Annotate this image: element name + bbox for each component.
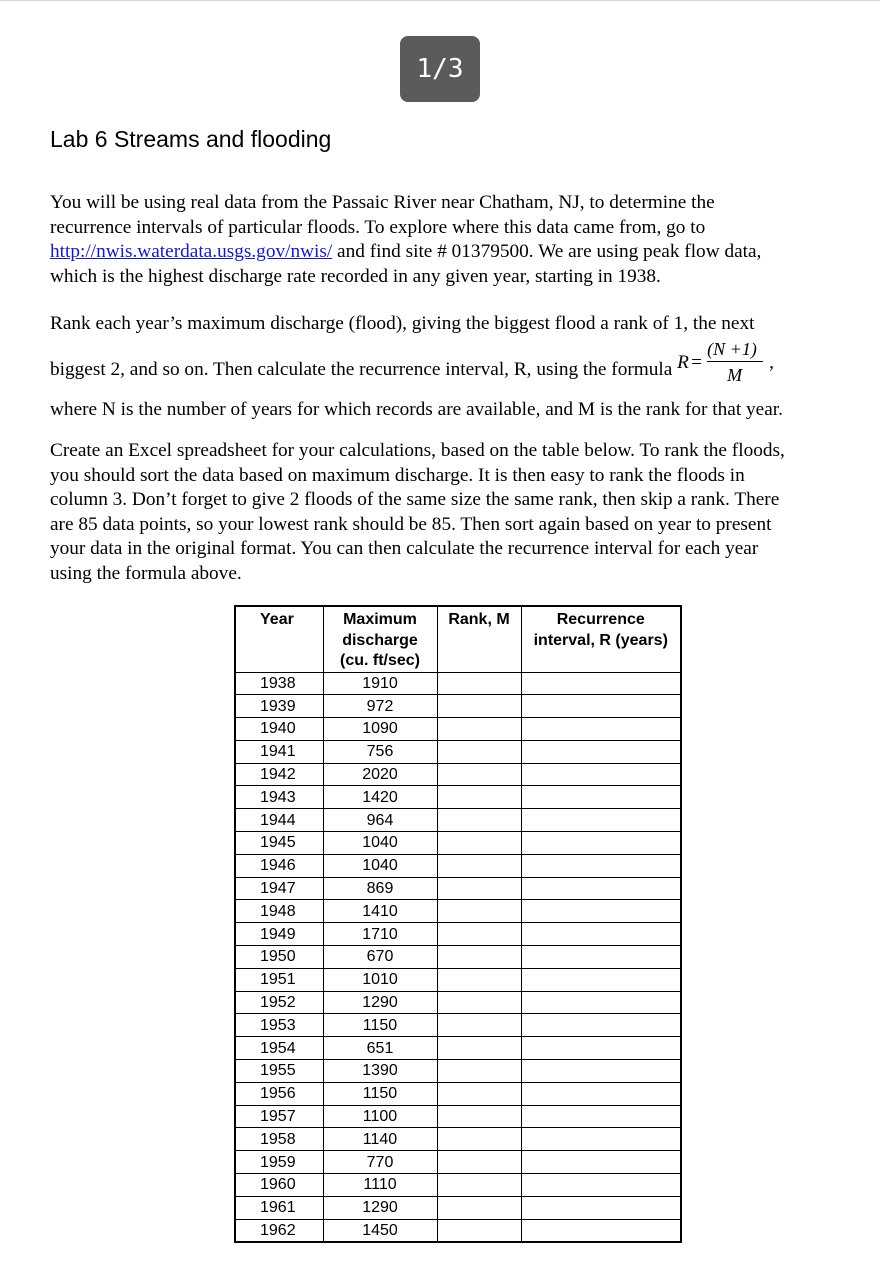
text-line: using the formula above. <box>50 562 242 584</box>
table-row <box>235 1219 681 1242</box>
discharge-cell: 869 <box>323 877 437 900</box>
recurrence-cell <box>521 877 681 900</box>
year-cell: 1960 <box>235 1174 323 1197</box>
discharge-cell: 1290 <box>323 991 437 1014</box>
text-fragment: and find site # 01379500. We are using peak flow data, <box>332 241 762 262</box>
discharge-cell: 756 <box>323 740 437 763</box>
table-row <box>235 1037 681 1060</box>
rank-cell <box>437 1060 521 1083</box>
rank-cell <box>437 832 521 855</box>
rank-cell <box>437 877 521 900</box>
recurrence-cell <box>521 854 681 877</box>
page-number-badge: 1/3 <box>400 36 480 102</box>
table-row <box>235 695 681 718</box>
recurrence-cell <box>521 923 681 946</box>
text-fragment: biggest 2, and so on. Then calculate the recurrence interval, R, using the formula <box>50 358 673 380</box>
discharge-cell: 1090 <box>323 718 437 741</box>
table-row <box>235 900 681 923</box>
recurrence-cell <box>521 1082 681 1105</box>
instructions-paragraph <box>50 439 860 586</box>
year-cell: 1955 <box>235 1060 323 1083</box>
table-header-row <box>235 606 681 672</box>
ranking-paragraph <box>50 312 860 423</box>
year-cell: 1943 <box>235 786 323 809</box>
recurrence-cell <box>521 1105 681 1128</box>
year-cell: 1962 <box>235 1219 323 1242</box>
discharge-cell: 1140 <box>323 1128 437 1151</box>
table-row <box>235 718 681 741</box>
recurrence-cell <box>521 832 681 855</box>
discharge-cell: 1420 <box>323 786 437 809</box>
discharge-cell: 670 <box>323 946 437 969</box>
table-row <box>235 832 681 855</box>
rank-cell <box>437 1219 521 1242</box>
recurrence-cell <box>521 718 681 741</box>
recurrence-cell <box>521 1196 681 1219</box>
discharge-cell: 1150 <box>323 1014 437 1037</box>
header-line: Recurrence <box>556 611 645 628</box>
text-line: recurrence intervals of particular floods. To explore where this data came from, go to <box>50 216 706 238</box>
discharge-cell: 1290 <box>323 1196 437 1219</box>
recurrence-cell <box>521 946 681 969</box>
discharge-cell: 1410 <box>323 900 437 923</box>
recurrence-cell <box>521 1151 681 1174</box>
text-line: where N is the number of years for which records are available, and M is the rank for that year. <box>50 399 783 420</box>
text-line: you should sort the data based on maximum discharge. It is then easy to rank the floods in <box>50 464 745 486</box>
text-line: You will be using real data from the Passaic River near Chatham, NJ, to determine the <box>50 192 715 213</box>
recurrence-cell <box>521 786 681 809</box>
year-cell: 1957 <box>235 1105 323 1128</box>
page-top-border <box>0 0 880 1</box>
header-line: interval, R (years) <box>533 631 668 649</box>
discharge-cell: 1710 <box>323 923 437 946</box>
discharge-cell: 1150 <box>323 1082 437 1105</box>
table-row <box>235 1014 681 1037</box>
rank-cell <box>437 809 521 832</box>
formula-lhs: R <box>677 351 689 373</box>
discharge-table <box>234 605 682 1243</box>
recurrence-cell <box>521 1014 681 1037</box>
text-line: column 3. Don’t forget to give 2 floods of the same size the same rank, then skip a rank. There <box>50 489 780 510</box>
discharge-cell: 770 <box>323 1151 437 1174</box>
discharge-cell: 1910 <box>323 672 437 695</box>
text-line: Rank each year’s maximum discharge (flood), giving the biggest flood a rank of 1, the next <box>50 313 755 334</box>
rank-cell <box>437 672 521 695</box>
discharge-cell: 1450 <box>323 1219 437 1242</box>
year-cell: 1956 <box>235 1082 323 1105</box>
table-row <box>235 1196 681 1219</box>
recurrence-cell <box>521 1128 681 1151</box>
year-cell: 1950 <box>235 946 323 969</box>
rank-cell <box>437 786 521 809</box>
formula-denominator: M <box>727 364 743 385</box>
text-line: Create an Excel spreadsheet for your calculations, based on the table below. To rank the floods, <box>50 440 785 461</box>
table-row <box>235 786 681 809</box>
formula-comma: , <box>769 351 774 373</box>
rank-cell <box>437 854 521 877</box>
year-cell: 1942 <box>235 763 323 786</box>
year-cell: 1952 <box>235 991 323 1014</box>
discharge-header <box>323 606 437 672</box>
year-cell: 1959 <box>235 1151 323 1174</box>
rank-header: Rank, M <box>437 606 521 672</box>
recurrence-cell <box>521 968 681 991</box>
discharge-cell: 1040 <box>323 832 437 855</box>
table-row <box>235 946 681 969</box>
recurrence-cell <box>521 991 681 1014</box>
year-cell: 1938 <box>235 672 323 695</box>
recurrence-cell <box>521 900 681 923</box>
discharge-cell: 1010 <box>323 968 437 991</box>
rank-cell <box>437 695 521 718</box>
year-cell: 1953 <box>235 1014 323 1037</box>
table-row <box>235 809 681 832</box>
discharge-cell: 972 <box>323 695 437 718</box>
discharge-cell: 2020 <box>323 763 437 786</box>
table-row <box>235 1128 681 1151</box>
header-line: Maximum <box>343 611 417 628</box>
header-line: (cu. ft/sec) <box>339 652 420 669</box>
text-line: which is the highest discharge rate recorded in any given year, starting in 1938. <box>50 265 661 287</box>
year-header: Year <box>235 606 323 672</box>
table-row <box>235 1151 681 1174</box>
year-cell: 1947 <box>235 877 323 900</box>
rank-cell <box>437 1128 521 1151</box>
recurrence-cell <box>521 1219 681 1242</box>
page-title: Lab 6 Streams and flooding <box>50 126 332 152</box>
rank-cell <box>437 1105 521 1128</box>
rank-cell <box>437 1014 521 1037</box>
recurrence-cell <box>521 809 681 832</box>
table-row <box>235 672 681 695</box>
rank-cell <box>437 763 521 786</box>
rank-cell <box>437 1174 521 1197</box>
year-cell: 1958 <box>235 1128 323 1151</box>
year-cell: 1940 <box>235 718 323 741</box>
rank-cell <box>437 1196 521 1219</box>
rank-cell <box>437 1151 521 1174</box>
recurrence-formula <box>677 338 777 385</box>
year-cell: 1941 <box>235 740 323 763</box>
table-body <box>235 672 681 1242</box>
year-cell: 1948 <box>235 900 323 923</box>
table-row <box>235 763 681 786</box>
table-row <box>235 854 681 877</box>
recurrence-cell <box>521 1037 681 1060</box>
table-row <box>235 1082 681 1105</box>
discharge-cell: 1390 <box>323 1060 437 1083</box>
rank-cell <box>437 968 521 991</box>
discharge-cell: 651 <box>323 1037 437 1060</box>
table-row <box>235 968 681 991</box>
formula-numerator: (N +1) <box>707 338 757 359</box>
rank-cell <box>437 900 521 923</box>
recurrence-cell <box>521 740 681 763</box>
text-line <box>50 338 860 385</box>
rank-cell <box>437 1082 521 1105</box>
year-cell: 1961 <box>235 1196 323 1219</box>
table-row <box>235 1060 681 1083</box>
formula-equals: = <box>691 351 703 373</box>
discharge-cell: 964 <box>323 809 437 832</box>
recurrence-cell <box>521 763 681 786</box>
table-row <box>235 923 681 946</box>
discharge-cell: 1040 <box>323 854 437 877</box>
fraction-bar <box>707 361 763 362</box>
year-cell: 1946 <box>235 854 323 877</box>
table-row <box>235 1174 681 1197</box>
year-cell: 1939 <box>235 695 323 718</box>
rank-cell <box>437 1037 521 1060</box>
table-row <box>235 991 681 1014</box>
recurrence-cell <box>521 672 681 695</box>
rank-cell <box>437 991 521 1014</box>
year-cell: 1945 <box>235 832 323 855</box>
year-cell: 1951 <box>235 968 323 991</box>
table-row <box>235 877 681 900</box>
header-line: discharge <box>342 631 418 649</box>
year-cell: 1954 <box>235 1037 323 1060</box>
recurrence-cell <box>521 1060 681 1083</box>
year-cell: 1944 <box>235 809 323 832</box>
recurrence-cell <box>521 1174 681 1197</box>
text-line <box>50 240 860 265</box>
discharge-cell: 1100 <box>323 1105 437 1128</box>
text-line: are 85 data points, so your lowest rank should be 85. Then sort again based on year to present <box>50 513 772 535</box>
year-cell: 1949 <box>235 923 323 946</box>
rank-cell <box>437 946 521 969</box>
rank-cell <box>437 923 521 946</box>
recurrence-header <box>521 606 681 672</box>
recurrence-cell <box>521 695 681 718</box>
intro-paragraph <box>50 191 860 289</box>
rank-cell <box>437 740 521 763</box>
text-line: your data in the original format. You can then calculate the recurrence interval for each year <box>50 538 759 559</box>
rank-cell <box>437 718 521 741</box>
usgs-link[interactable]: http://nwis.waterdata.usgs.gov/nwis/ <box>50 241 333 262</box>
table-row <box>235 740 681 763</box>
discharge-cell: 1110 <box>323 1174 437 1197</box>
table-row <box>235 1105 681 1128</box>
